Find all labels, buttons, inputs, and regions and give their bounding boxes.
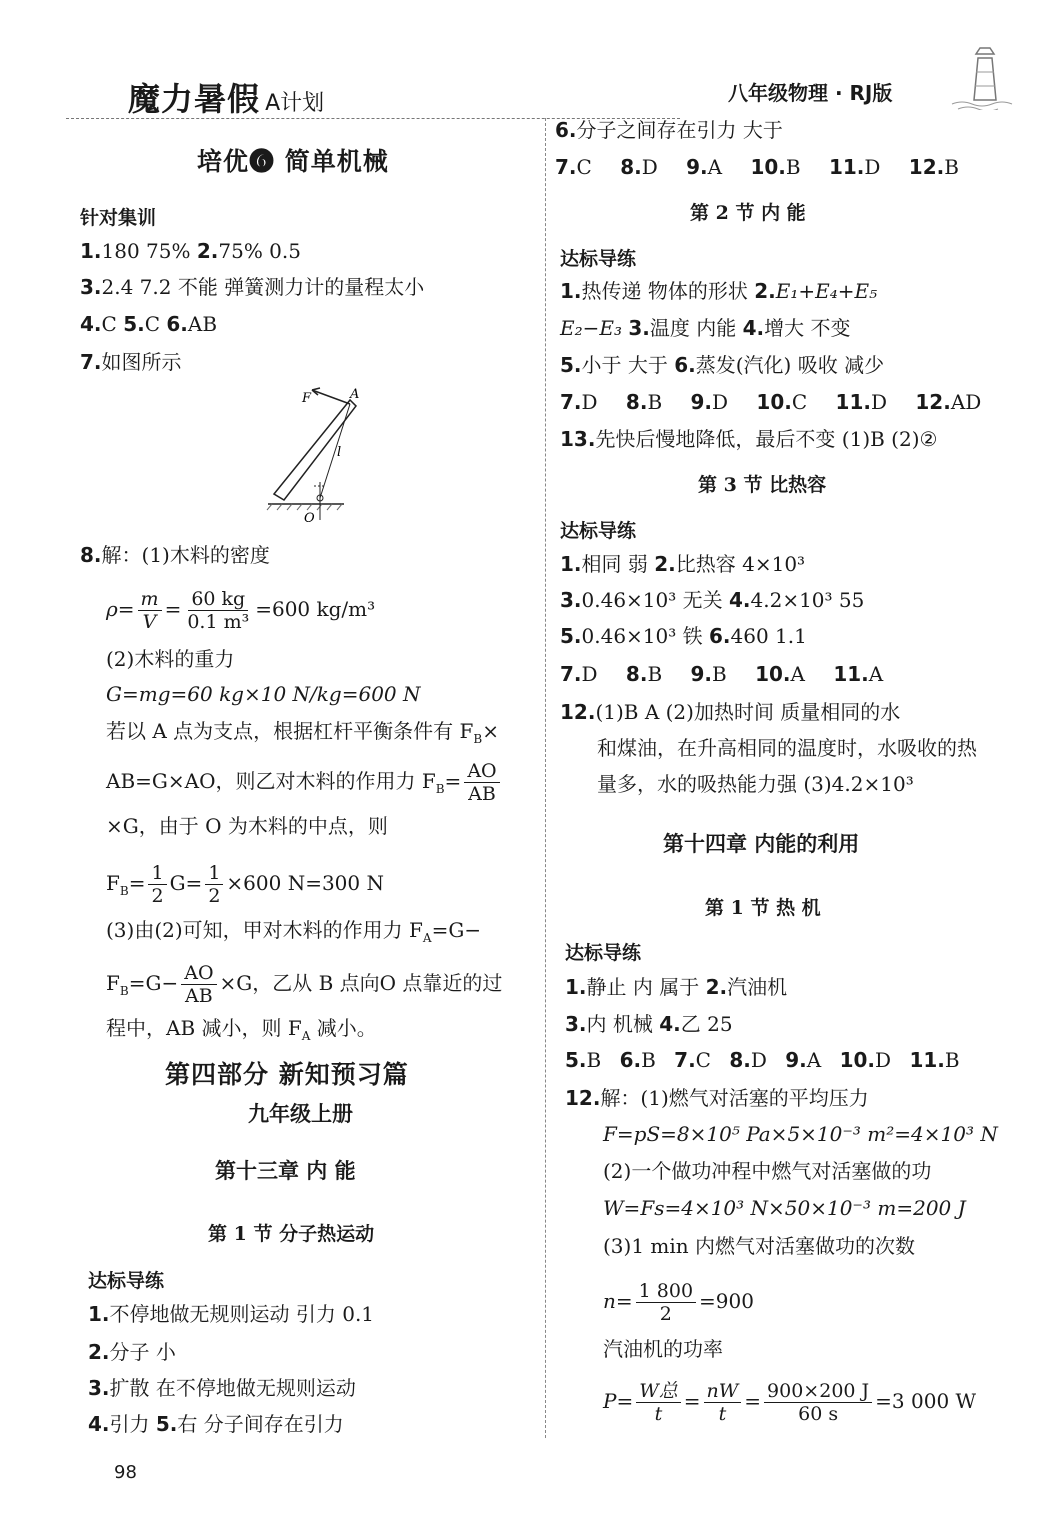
right-t2b: E₂−E₃ 3.温度 内能 4.增大 不变: [560, 316, 851, 340]
right-v1: 1.静止 内 属于 2.汽油机: [565, 975, 788, 999]
power-formula: P= $\frac{\text{W总}}{t}$ = $\frac{nW}{t}$ = $\frac{900\times 200 J}{60 s}$ =3 000 W: [603, 1380, 977, 1425]
page-number: 98: [114, 1462, 137, 1483]
section-3-title: 第 3 节 比热容: [698, 474, 827, 496]
chapter-13-title: 第十三章 内 能: [215, 1158, 356, 1183]
left-s2: 2.分子 小: [88, 1340, 176, 1364]
answer-line-4: 4.C 5.C 6.AB: [80, 312, 218, 336]
brand-title: 魔力暑假: [128, 80, 261, 118]
section-14-1-title: 第 1 节 热 机: [705, 897, 821, 919]
section-title-6: 培优❻ 简单机械: [197, 147, 389, 176]
part3-line-1: (3)由(2)可知，甲对木料的作用力 $F_A=G-$: [106, 918, 482, 945]
right-t1: 1.热传递 物体的形状 2.E₁+E₄+E₅: [560, 279, 878, 303]
header-brand: [128, 74, 324, 120]
section-2-title: 第 2 节 内 能: [690, 202, 806, 224]
left-s4: 4.引力 5.右 分子间存在引力: [88, 1412, 344, 1436]
right-v3: 3.内 机械 4.乙 25: [565, 1012, 733, 1036]
weight-formula: G=mg=60 kg×10 N/kg=600 N: [106, 682, 421, 706]
part3-line-3: 程中，AB 减小，则 $F_A$ 减小。: [106, 1016, 377, 1043]
right-u3: 3.0.46×10³ 无关 4.4.2×10³ 55: [560, 588, 865, 612]
header-edition: 八年级物理 · RJ版: [728, 81, 893, 105]
right-t5: 5.小于 大于 6.蒸发(汽化) 吸收 减少: [560, 353, 885, 377]
subhead-dabiao-1: 达标导练: [88, 1270, 165, 1292]
brand-suffix: A计划: [265, 91, 325, 116]
work-formula: W=Fs=4×10³ N×50×10⁻³ m=200 J: [603, 1196, 966, 1220]
left-s3: 3.扩散 在不停地做无规则运动: [88, 1376, 356, 1400]
right-u5: 5.0.46×10³ 铁 6.460 1.1: [560, 624, 807, 648]
right-r6: 6.分子之间存在引力 大于: [555, 118, 783, 142]
subhead-zhendui: 针对集训: [80, 207, 157, 229]
right-t7-row: 7.D 8.B 9.D 10.C 11.D 12.AD: [560, 390, 982, 414]
right-u12-l2: 和煤油，在升高相同的温度时，水吸收的热: [597, 736, 977, 760]
force-formula: F=pS=8×10⁵ Pa×5×10⁻³ m²=4×10³ N: [603, 1122, 998, 1146]
subhead-dabiao-3: 达标导练: [560, 520, 637, 542]
right-v5-row: 5.B 6.B 7.C 8.D 9.A 10.D 11.B: [565, 1048, 960, 1072]
subhead-dabiao-4: 达标导练: [565, 942, 642, 964]
lever-figure: [262, 382, 362, 532]
power-heading: 汽油机的功率: [603, 1337, 723, 1361]
subhead-dabiao-2: 达标导练: [560, 248, 637, 270]
right-u7-row: 7.D 8.B 9.B 10.A 11.A: [560, 662, 884, 686]
count-formula: n= $\frac{1 800}{2}$ =900: [603, 1280, 754, 1325]
left-s1: 1.不停地做无规则运动 引力 0.1: [88, 1302, 375, 1326]
answer-line-1: 1.180 75% 2.75% 0.5: [80, 239, 301, 263]
answer-line-8: 8.解：(1)木料的密度: [80, 543, 270, 567]
chapter-14-title: 第十四章 内能的利用: [663, 831, 860, 856]
right-u1: 1.相同 弱 2.比热容 4×10³: [560, 552, 806, 576]
section-1-title: 第 1 节 分子热运动: [208, 1223, 375, 1245]
grade-title: 九年级上册: [248, 1101, 353, 1126]
right-t13: 13.先快后慢地降低，最后不变 (1)B (2)②: [560, 427, 938, 451]
fb-formula: $F_B=$ $\frac{1}{2}$ G= $\frac{1}{2}$ ×600 N=300 N: [106, 862, 384, 907]
column-divider: [545, 118, 546, 1438]
lever-balance-line-2: AB=G×AO，则乙对木料的作用力 $F_B=$ $\frac{AO}{AB}$: [106, 760, 503, 805]
lever-balance-line-1: 若以 A 点为支点，根据杠杆平衡条件有 $F_B\times$: [106, 719, 499, 746]
right-v12: 12.解：(1)燃气对活塞的平均压力: [565, 1086, 869, 1110]
right-r7-row: 7.C 8.D 9.A 10.B 11.D 12.B: [555, 155, 959, 179]
count-heading: (3)1 min 内燃气对活塞做功的次数: [603, 1234, 916, 1258]
work-heading: (2)一个做功冲程中燃气对活塞做的功: [603, 1159, 932, 1183]
lighthouse-icon: [950, 40, 1020, 110]
weight-heading: (2)木料的重力: [106, 647, 235, 671]
fig-label-a: A: [350, 387, 360, 402]
lever-balance-line-3: ×G，由于 O 为木料的中点，则: [106, 814, 388, 838]
right-u12-l3: 量多，水的吸热能力强 (3)4.2×10³: [597, 772, 914, 796]
answer-line-3: 3.2.4 7.2 不能 弹簧测力计的量程太小: [80, 275, 425, 299]
fig-label-l: l: [337, 445, 342, 460]
answer-line-7: 7.如图所示: [80, 350, 182, 374]
right-u12: 12.(1)B A (2)加热时间 质量相同的水: [560, 700, 901, 724]
part3-line-2: $F_B=G-$ $\frac{AO}{AB}$ ×G，乙从 B 点向O 点靠近的过: [106, 962, 503, 1007]
density-formula: ρ= $\frac{m}{V}$ = $\frac{60 kg}{\text{0.1 m³}}$ =600 kg/m³: [106, 588, 376, 633]
fig-label-f: F: [302, 391, 312, 406]
part-title: 第四部分 新知预习篇: [165, 1060, 409, 1089]
fig-label-o: O: [304, 511, 315, 526]
